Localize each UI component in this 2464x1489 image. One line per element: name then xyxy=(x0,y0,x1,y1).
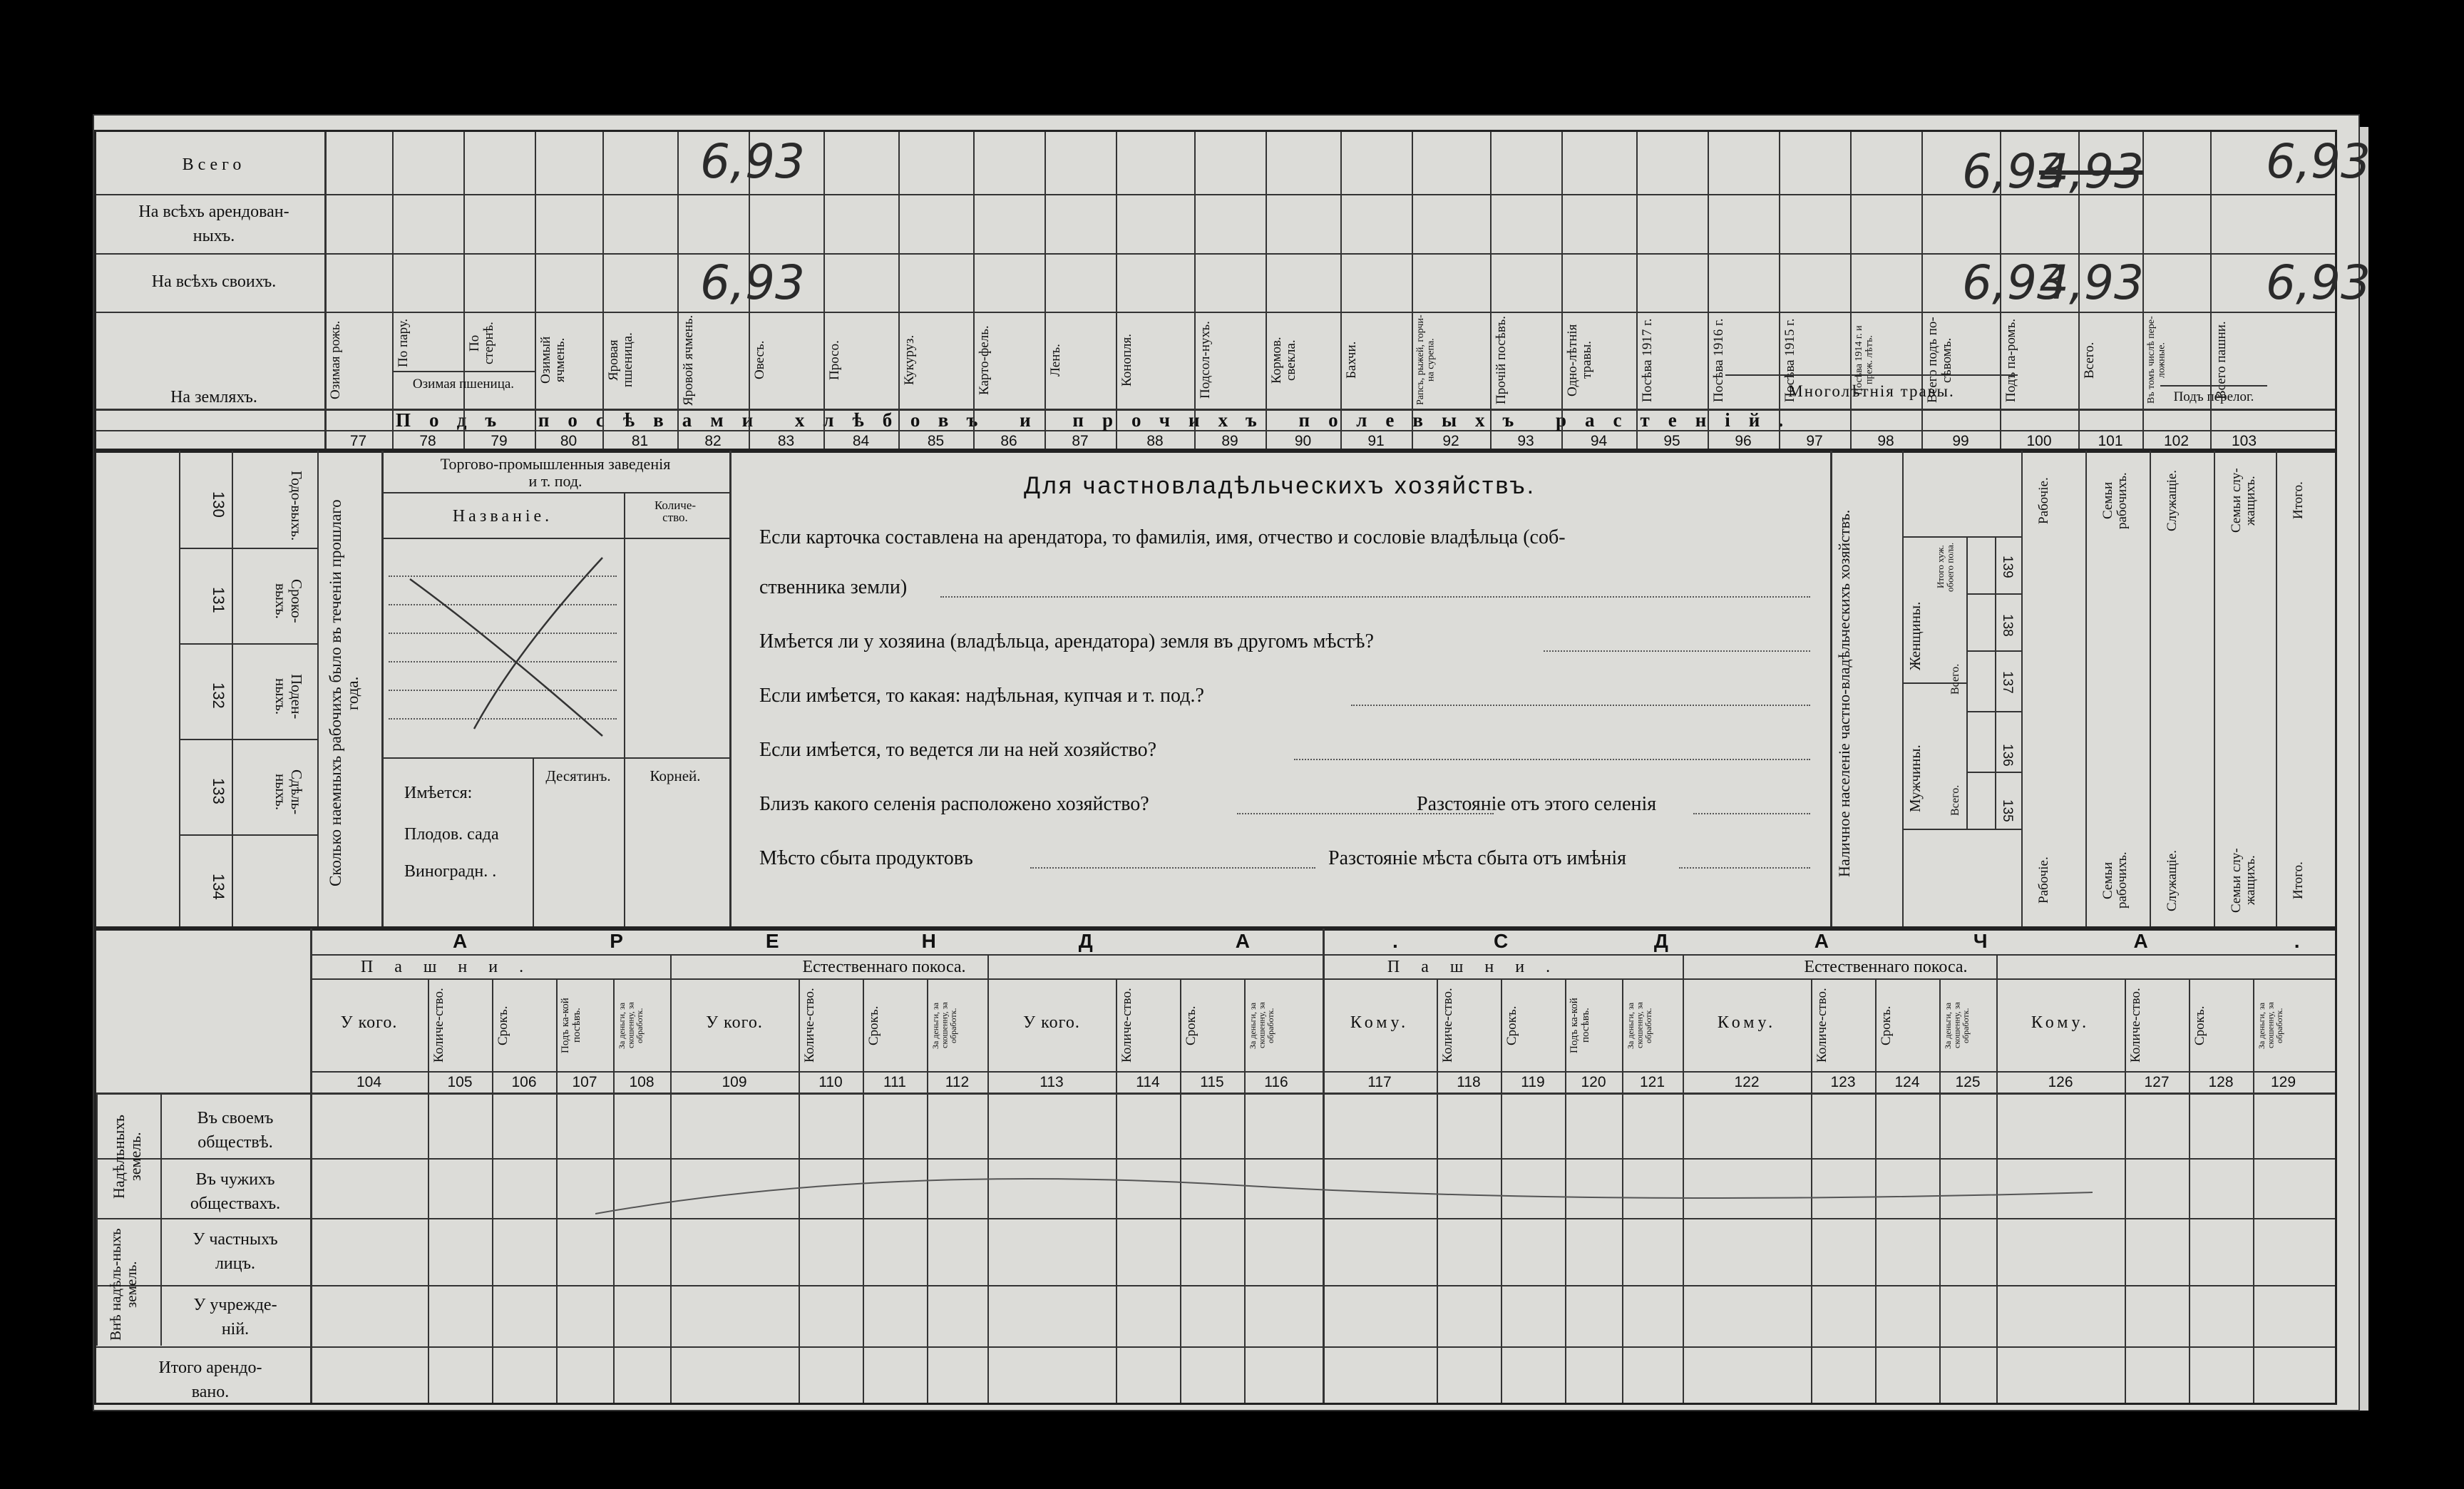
arenda-num-0: 104 xyxy=(356,1074,382,1090)
middle-section xyxy=(94,449,2337,931)
census-card xyxy=(93,114,2446,1411)
sdacha-num-10: 127 xyxy=(2144,1074,2170,1090)
crop-col-num-98: 98 xyxy=(1877,433,1894,449)
private-title: Для частновладѣльческихъ хозяйствъ. xyxy=(1023,472,1536,499)
crop-col-divider xyxy=(1636,132,1638,451)
q-land-kind: Если имѣется, то какая: надѣльная, купчая и т. под.? xyxy=(759,685,1204,707)
crop-col-label-92: Рапсъ, рыжей, горчи-на сурепа. xyxy=(1415,314,1437,406)
pop-col-bottom-1: Семьи рабочихъ. xyxy=(2100,851,2130,909)
cross-out-mark xyxy=(389,543,624,750)
crop-col-divider xyxy=(823,132,825,451)
sdacha-head-6: Количе-ство. xyxy=(1814,988,1829,1063)
trade-title: Торгово-промышленныя заведенія xyxy=(440,455,671,473)
arenda-num-2: 106 xyxy=(511,1074,537,1090)
hw-vsego-100: 4,93 xyxy=(2039,144,2144,199)
crop-col-label-83: Овесъ. xyxy=(752,340,767,380)
crop-col-label-101: Всего. xyxy=(2082,342,2097,379)
sdacha-head-7: Срокъ. xyxy=(1879,1006,1894,1045)
pop-col-bottom-3: Семьи слу-жащихъ. xyxy=(2229,848,2258,913)
arenda-num-4: 108 xyxy=(629,1074,654,1090)
nadel-group-label: Надѣльныхъ земель. xyxy=(110,1115,145,1199)
crop-col-label-88: Конопля. xyxy=(1119,333,1134,387)
crop-col-label-79: По стернѣ. xyxy=(467,322,496,364)
crop-col-num-79: 79 xyxy=(491,433,508,449)
sdacha-num-12: 129 xyxy=(2270,1074,2296,1090)
crop-col-num-82: 82 xyxy=(704,433,722,449)
sdacha-head-2: Срокъ. xyxy=(1504,1006,1519,1045)
sdacha-num-4: 121 xyxy=(1639,1074,1665,1090)
crop-col-num-95: 95 xyxy=(1663,433,1680,449)
crop-col-num-84: 84 xyxy=(852,433,870,449)
hired-label-133: Сдѣль-ныхъ. xyxy=(272,769,305,815)
crop-col-num-80: 80 xyxy=(560,433,578,449)
row-label-vsego: Всего xyxy=(182,155,246,174)
plodov-sada-label: Плодов. сада xyxy=(404,825,499,844)
crop-col-label-95: Посѣва 1917 г. xyxy=(1640,318,1655,402)
arenda-num-7: 111 xyxy=(883,1074,906,1090)
q-market-distance: Разстояніе мѣста сбыта отъ имѣнія xyxy=(1328,847,1626,869)
hired-label-131: Сроко-выхъ. xyxy=(272,579,305,623)
crop-col-num-88: 88 xyxy=(1146,433,1164,449)
sdacha-pashni: Пашни. xyxy=(1387,958,1572,976)
sdacha-num-6: 123 xyxy=(1830,1074,1856,1090)
hw-svoikh-99: 6,93 xyxy=(1962,255,2067,310)
arenda-head-9: У кого. xyxy=(1023,1013,1080,1032)
sdacha-num-9: 126 xyxy=(2048,1074,2073,1090)
crop-col-divider xyxy=(1561,132,1563,451)
vsego-f-label: Всего. xyxy=(1949,663,1961,695)
crop-col-divider xyxy=(1850,132,1852,451)
crop-col-divider xyxy=(1921,132,1923,451)
pencil-stroke xyxy=(595,1164,2093,1221)
crop-col-label-96: Посѣва 1916 г. xyxy=(1711,318,1726,402)
crop-col-num-96: 96 xyxy=(1735,433,1752,449)
hw-svoikh-103: 6,93 xyxy=(2266,255,2371,310)
q-other-land: Имѣется ли у хозяина (владѣльца, арендатора) земля въ другомъ мѣстѣ? xyxy=(759,630,1374,653)
sdacha-pokosa: Естественнаго покоса. xyxy=(1804,958,1968,976)
sdacha-num-7: 124 xyxy=(1894,1074,1920,1090)
itogo-oboego-label: Итого хуж. обоего пола. xyxy=(1935,542,1956,592)
trade-qty-header: Количе-ство. xyxy=(654,498,697,524)
crop-col-divider xyxy=(1266,132,1267,451)
arenda-title: АРЕНДА. xyxy=(453,930,1541,952)
arenda-head-7: Срокъ. xyxy=(866,1006,881,1045)
sdacha-title: СДАЧА. xyxy=(1494,930,2446,952)
crop-col-divider xyxy=(1708,132,1709,451)
arenda-pashni: Пашни. xyxy=(360,958,545,976)
crop-col-label-98: Посѣва 1914 г. и преж. лѣтъ. xyxy=(1854,325,1875,395)
sdacha-head-3: Подъ ка-кой посѣвъ. xyxy=(1569,998,1591,1053)
pop-col-top-4: Итого. xyxy=(2291,481,2306,520)
arenda-num-10: 114 xyxy=(1136,1074,1160,1090)
hw-svoikh-82: 6,93 xyxy=(700,255,805,310)
pop-col-bottom-2: Служащіе. xyxy=(2165,849,2180,911)
sdacha-head-8: За деньги, за скошенну, за обработк. xyxy=(1943,1002,1971,1049)
arenda-head-5: У кого. xyxy=(706,1013,763,1032)
crop-col-divider xyxy=(392,132,394,451)
farming-answer-line xyxy=(1294,759,1810,760)
hired-num-132: 132 xyxy=(210,682,228,709)
crop-col-num-89: 89 xyxy=(1221,433,1238,449)
crop-col-num-97: 97 xyxy=(1806,433,1823,449)
crop-col-label-77: Озимая рожь. xyxy=(328,320,343,400)
hired-num-133: 133 xyxy=(210,777,228,804)
hired-label-132: Поден-ныхъ. xyxy=(272,674,305,720)
crop-col-num-86: 86 xyxy=(1000,433,1017,449)
crop-col-label-94: Одно-лѣтнія травы. xyxy=(1565,324,1594,396)
crop-col-divider xyxy=(463,132,465,451)
crop-col-num-92: 92 xyxy=(1442,433,1459,449)
sdacha-num-3: 120 xyxy=(1581,1074,1606,1090)
q-owner-line1: Если карточка составлена на арендатора, то фамилія, имя, отчество и сословіе владѣльца (соб- xyxy=(759,526,1566,548)
crop-col-label-89: Подсол-нухъ. xyxy=(1198,321,1213,399)
sdacha-num-8: 125 xyxy=(1955,1074,1981,1090)
arenda-num-8: 112 xyxy=(945,1074,970,1090)
pop-num-138: 138 xyxy=(1999,614,2015,637)
sdacha-num-0: 117 xyxy=(1367,1074,1392,1090)
pop-col-top-2: Служащіе. xyxy=(2165,469,2180,532)
q-market: Мѣсто сбыта продуктовъ xyxy=(759,847,973,869)
row-chastnykh: У частныхъ лицъ. xyxy=(192,1230,278,1273)
pop-num-136: 136 xyxy=(1999,744,2015,767)
crop-col-divider xyxy=(898,132,900,451)
arenda-head-4: За деньги, за скошенну, за обработк. xyxy=(617,1002,645,1049)
row-itogo: Итого арендо-вано. xyxy=(158,1358,262,1401)
arenda-head-1: Количе-ство. xyxy=(431,988,446,1063)
crop-col-num-100: 100 xyxy=(2026,433,2052,449)
crop-col-label-90: Кормов. свекла. xyxy=(1269,337,1298,384)
crop-col-label-82: Яровой ячмень. xyxy=(681,314,696,406)
hw-vsego-99: 6,93 xyxy=(1962,144,2067,199)
row-label-na-zemlyakh: На земляхъ. xyxy=(170,388,257,406)
trade-title-2: и т. под. xyxy=(528,472,582,490)
crop-col-label-84: Просо. xyxy=(827,340,842,380)
crop-col-label-103: Всего пашни. xyxy=(2214,321,2229,399)
sdacha-head-11: Срокъ. xyxy=(2192,1006,2207,1045)
sdacha-num-1: 118 xyxy=(1457,1074,1481,1090)
hired-num-130: 130 xyxy=(210,491,228,518)
crop-col-divider xyxy=(602,132,604,451)
crop-col-num-81: 81 xyxy=(631,433,649,449)
arenda-num-11: 115 xyxy=(1200,1074,1224,1090)
q-owner-line2: ственника земли) xyxy=(759,576,908,598)
vinograd-label: Виноградн. . xyxy=(404,862,497,881)
crop-col-num-102: 102 xyxy=(2163,433,2190,449)
crop-col-num-91: 91 xyxy=(1367,433,1385,449)
arenda-num-9: 113 xyxy=(1040,1074,1064,1090)
crop-col-num-78: 78 xyxy=(419,433,436,449)
crop-col-divider xyxy=(1044,132,1046,451)
hired-workers-title: Сколько наемныхъ рабочихъ было въ теченіи прошлаго года. xyxy=(327,499,362,887)
muzhchiny-label: Мужчины. xyxy=(1906,744,1924,813)
row-uchrezhd: У учрежде-ній. xyxy=(193,1296,277,1339)
crop-col-label-81: Яровая пшеница. xyxy=(606,332,635,388)
pop-num-135: 135 xyxy=(1999,799,2015,822)
imeetsya-label: Имѣется: xyxy=(404,784,473,802)
arenda-num-1: 105 xyxy=(447,1074,473,1090)
row-label-arendovannykh: На всѣхъ арендован- xyxy=(138,203,289,221)
group-ozimaya: Озимая пшеница. xyxy=(412,377,515,392)
crop-col-num-94: 94 xyxy=(1590,433,1608,449)
crop-col-label-78: По пару. xyxy=(396,318,411,368)
arenda-pokosa: Естественнаго покоса. xyxy=(802,958,966,976)
pop-col-bottom-4: Итого. xyxy=(2291,861,2306,899)
crop-col-label-80: Озимый ячмень. xyxy=(538,336,568,384)
zhenshchiny-label: Женщины. xyxy=(1906,601,1924,671)
pop-col-top-3: Семьи слу-жащихъ. xyxy=(2229,468,2258,533)
crop-col-num-93: 93 xyxy=(1517,433,1534,449)
crop-col-divider xyxy=(1779,132,1780,451)
crop-col-divider xyxy=(677,132,679,451)
body-col-line xyxy=(492,1093,493,1346)
crop-col-label-99: Всего подъ по-сѣвомъ. xyxy=(1925,317,1954,404)
population-title: Наличное населеніе частно-владѣльческихъ хозяйствъ. xyxy=(1835,509,1853,877)
crop-col-label-91: Бахчи. xyxy=(1344,341,1359,379)
crop-col-divider xyxy=(535,132,536,451)
sdacha-head-4: За деньги, за скошенну, за обработк. xyxy=(1626,1002,1654,1049)
crop-col-divider xyxy=(1412,132,1413,451)
body-col-line xyxy=(2189,1093,2190,1346)
hired-num-134: 134 xyxy=(210,873,228,900)
arenda-head-10: Количе-ство. xyxy=(1119,988,1134,1063)
row-chuzhikh: Въ чужихъ обществахъ. xyxy=(190,1170,281,1213)
pop-col-top-0: Рабочіе. xyxy=(2036,477,2051,524)
crop-col-num-90: 90 xyxy=(1294,433,1312,449)
crop-col-label-102: Въ томъ числѣ пере-ложные. xyxy=(2146,316,2167,404)
sdacha-num-2: 119 xyxy=(1521,1074,1545,1090)
crop-col-divider xyxy=(1340,132,1342,451)
sdacha-head-1: Количе-ство. xyxy=(1440,988,1455,1063)
pop-num-139: 139 xyxy=(1999,556,2015,578)
arenda-head-11: Срокъ. xyxy=(1184,1006,1198,1045)
group-rule xyxy=(392,371,535,372)
body-col-line xyxy=(2125,1093,2126,1346)
group-pod-perelog: Подъ перелог. xyxy=(2173,389,2254,404)
crop-col-label-100: Подъ па-ромъ. xyxy=(2003,318,2018,402)
body-col-line xyxy=(428,1093,429,1346)
q-farming: Если имѣется, то ведется ли на ней хозяйство? xyxy=(759,739,1156,761)
pop-col-top-1: Семьи рабочихъ. xyxy=(2100,472,2130,529)
crop-col-label-86: Карто-фель. xyxy=(977,325,992,395)
row-label-svoikh: На всѣхъ своихъ. xyxy=(151,272,277,291)
crop-col-divider xyxy=(1194,132,1196,451)
group-rule xyxy=(2160,385,2267,387)
crop-col-divider xyxy=(973,132,975,451)
desyatin-header: Десятинъ. xyxy=(545,767,611,784)
crops-banner: Подъ посѣвами хлѣбовъ и прочихъ полевыхъ растеній. xyxy=(396,409,1802,431)
sdacha-num-5: 122 xyxy=(1734,1074,1760,1090)
hired-label-130: Годо-выхъ. xyxy=(288,470,305,541)
sdacha-num-11: 128 xyxy=(2208,1074,2234,1090)
crop-col-num-85: 85 xyxy=(927,433,945,449)
sdacha-head-0: Кому. xyxy=(1350,1013,1410,1032)
pop-col-bottom-0: Рабочіе. xyxy=(2036,856,2051,904)
sdacha-head-10: Количе-ство. xyxy=(2128,988,2143,1063)
body-col-line xyxy=(2253,1093,2254,1346)
crop-col-num-103: 103 xyxy=(2231,433,2257,449)
crop-col-num-87: 87 xyxy=(1072,433,1089,449)
crop-col-label-97: Посѣва 1915 г. xyxy=(1782,318,1797,402)
crop-col-num-77: 77 xyxy=(349,433,367,449)
group-rule xyxy=(1725,374,2018,376)
crop-col-divider xyxy=(324,132,327,451)
arenda-head-6: Количе-ство. xyxy=(802,988,817,1063)
arenda-num-6: 110 xyxy=(818,1074,843,1090)
trade-name-header: Названіе. xyxy=(452,507,553,526)
arenda-head-3: Подъ ка-кой посѣвъ. xyxy=(560,998,582,1053)
crop-col-divider xyxy=(1116,132,1117,451)
arenda-num-3: 107 xyxy=(572,1074,597,1090)
arenda-num-12: 116 xyxy=(1264,1074,1288,1090)
lease-table xyxy=(94,926,2446,1405)
body-col-line xyxy=(556,1093,558,1346)
group-mnogoletnie: Многолѣтнія травы. xyxy=(1788,382,1955,400)
crop-col-num-101: 101 xyxy=(2098,433,2123,449)
hired-num-131: 131 xyxy=(210,586,228,613)
crop-col-label-87: Ленъ. xyxy=(1048,344,1063,377)
arenda-head-2: Срокъ. xyxy=(496,1006,510,1045)
q-village-distance: Разстояніе отъ этого селенія xyxy=(1417,793,1657,815)
crop-col-num-83: 83 xyxy=(777,433,795,449)
crop-col-label-93: Прочій посѣвъ. xyxy=(1494,316,1509,404)
hw-vsego-82: 6,93 xyxy=(700,134,805,189)
crop-col-label-85: Кукуруз. xyxy=(902,334,917,386)
row-label-arendovannykh-2: ныхъ. xyxy=(192,227,235,245)
pop-num-137: 137 xyxy=(1999,671,2015,694)
arenda-head-12: За деньги, за скошенну, за обработк. xyxy=(1248,1002,1276,1049)
q-village: Близъ какого селенія расположено хозяйство? xyxy=(759,793,1149,815)
vnenadel-group-label: Внѣ надѣль-ныхъ земель. xyxy=(107,1228,140,1341)
hw-vsego-103: 6,93 xyxy=(2266,134,2371,189)
vsego-m-label: Всего. xyxy=(1949,784,1961,816)
arenda-num-5: 109 xyxy=(722,1074,747,1090)
arenda-head-8: За деньги, за скошенну, за обработк. xyxy=(930,1002,959,1049)
hw-svoikh-100: 4,93 xyxy=(2039,255,2144,310)
sdacha-head-9: Кому. xyxy=(2031,1013,2090,1032)
korney-header: Корней. xyxy=(650,767,701,784)
sdacha-head-12: За деньги, за скошенну, за обработк. xyxy=(2257,1002,2285,1049)
crop-col-num-99: 99 xyxy=(1952,433,1969,449)
sdacha-head-5: Кому. xyxy=(1717,1013,1777,1032)
crop-col-divider xyxy=(1490,132,1492,451)
row-svoem: Въ своемъ обществѣ. xyxy=(197,1109,274,1152)
arenda-head-0: У кого. xyxy=(340,1013,398,1032)
